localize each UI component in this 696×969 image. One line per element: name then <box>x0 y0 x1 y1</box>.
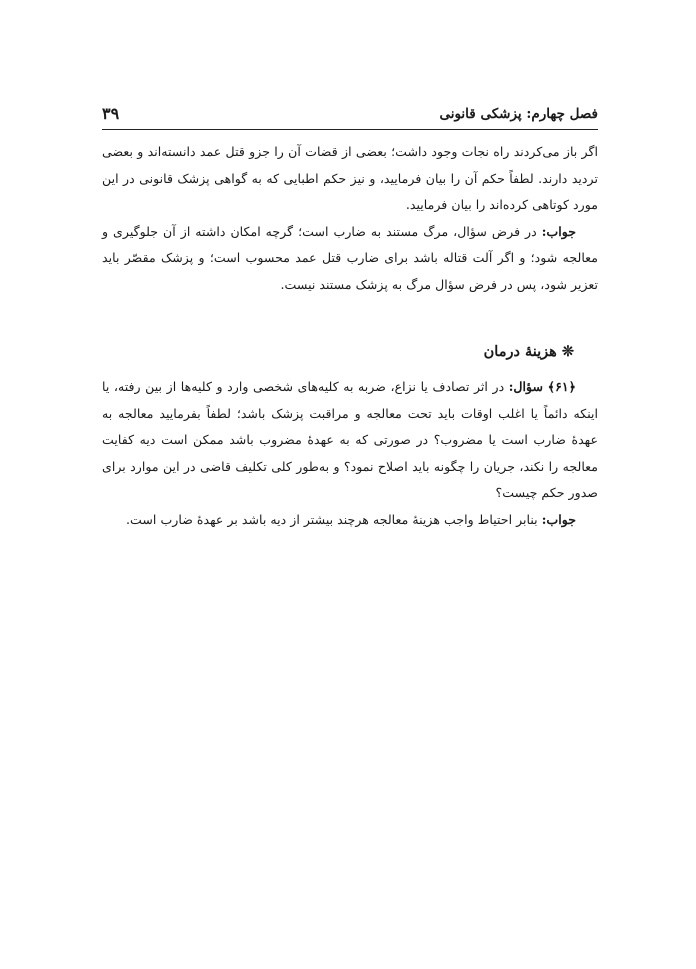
continuation-paragraph <box>102 139 598 219</box>
question-label: سؤال: <box>508 379 544 394</box>
text-block-bottom <box>102 374 598 533</box>
answer-text: بنابر احتیاط واجب هزینهٔ معالجه هرچند بیشتر از دیه باشد بر عهدهٔ ضارب است. <box>126 511 538 527</box>
section-heading: ❊ هزینهٔ درمان <box>483 343 574 360</box>
question-number: ﴿۶۱﴾ <box>547 379 576 394</box>
continuation-text: اگر باز می‌کردند راه نجات وجود داشت؛ بعضی از قضات آن را جزو قتل عمد دانسته‌اند و بعضی تردید دارند. لطفاً حکم آن را بیان فرمایید، و نیز حکم اطبایی که به گواهی پزشک قانونی در این مورد کوتاهی کرده‌اند را بیان فرمایید. <box>102 144 598 212</box>
answer-paragraph-61 <box>102 507 598 534</box>
chapter-title: فصل چهارم: پزشکی قانونی <box>439 106 598 122</box>
question-paragraph <box>102 374 598 507</box>
answer-label: جواب: <box>541 511 576 527</box>
page-number: ۳۹ <box>102 104 120 123</box>
text-block-top <box>102 139 598 298</box>
answer-text: در فرض سؤال، مرگ مستند به ضارب است؛ گرچه امکان داشته از آن جلوگیری و معالجه شود؛ و اگر آلت قتاله باشد برای ضارب قتل عمد محسوب است؛ و پزشک مقصّر باید تعزیر شود، پس در فرض سؤال مرگ به پزشک مستند نیست. <box>102 223 598 292</box>
answer-paragraph-1 <box>102 219 598 299</box>
header-divider <box>102 129 598 130</box>
running-header <box>102 96 598 124</box>
question-text: در اثر تصادف یا نزاع، ضربه به کلیه‌های شخصی وارد و کلیه‌ها از بین رفته، یا اینکه دائماً یا اغلب اوقات باید تحت معالجه و مراقبت پزشک باشد؛ لطفاً بفرمایید معالجه به عهدهٔ ضارب است یا مضروب؟ در صورتی که به عهدهٔ مضروب باشد ممکن است دیه کفایت معالجه را نکند، جریان را چگونه باید اصلاح نمود؟ و به‌طور کلی تکلیف قاضی در این موارد برای صدور حکم چیست؟ <box>102 379 598 500</box>
answer-label: جواب: <box>541 223 576 239</box>
